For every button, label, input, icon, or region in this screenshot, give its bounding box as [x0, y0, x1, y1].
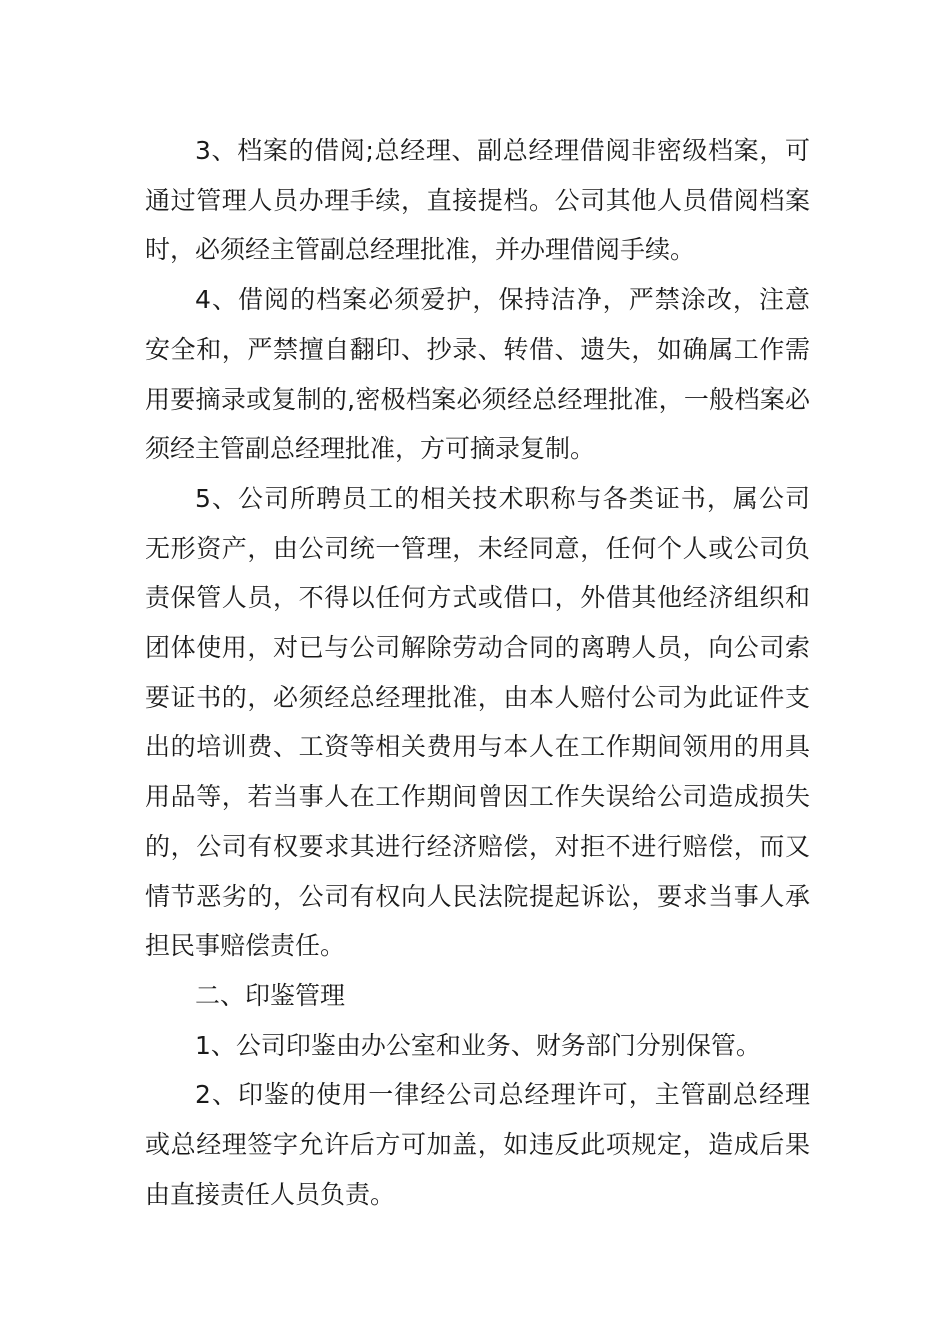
paragraph-seal-custody: 1、公司印鉴由办公室和业务、财务部门分别保管。	[195, 1030, 761, 1060]
paragraph-certificates: 5、公司所聘员工的相关技术职称与各类证书，属公司无形资产，由公司统一管理，未经同意，任何个人或公司负责保管人员，不得以任何方式或借口，外借其他经济组织和团体使用，对已与公司解除劳动合同的离聘人员，向公司索要证书的，必须经总经理批准，由本人赔付公司为此证件支出的培训费、工资等相关费用与本人在工作期间领用的用具用品等，若当事人在工作期间曾因工作失误给公司造成损失的，公司有权要求其进行经济赔偿，对拒不进行赔偿，而又情节恶劣的，公司有权向人民法院提起诉讼，要求当事人承担民事赔偿责任。	[145, 483, 810, 961]
document-body	[145, 126, 810, 1219]
section-heading-seal-management: 二、印鉴管理	[195, 980, 346, 1010]
paragraph-archive-borrowing: 3、档案的借阅;总经理、副总经理借阅非密级档案，可通过管理人员办理手续，直接提档。公司其他人员借阅档案时，必须经主管副总经理批准，并办理借阅手续。	[145, 136, 810, 265]
paragraph-archive-care: 4、借阅的档案必须爱护，保持洁净，严禁涂改，注意安全和，严禁擅自翻印、抄录、转借、遗失，如确属工作需用要摘录或复制的,密极档案必须经总经理批准，一般档案必须经主管副总经理批准，方可摘录复制。	[145, 285, 810, 464]
paragraph-seal-usage: 2、印鉴的使用一律经公司总经理许可，主管副总经理或总经理签字允许后方可加盖，如违反此项规定，造成后果由直接责任人员负责。	[145, 1080, 810, 1209]
